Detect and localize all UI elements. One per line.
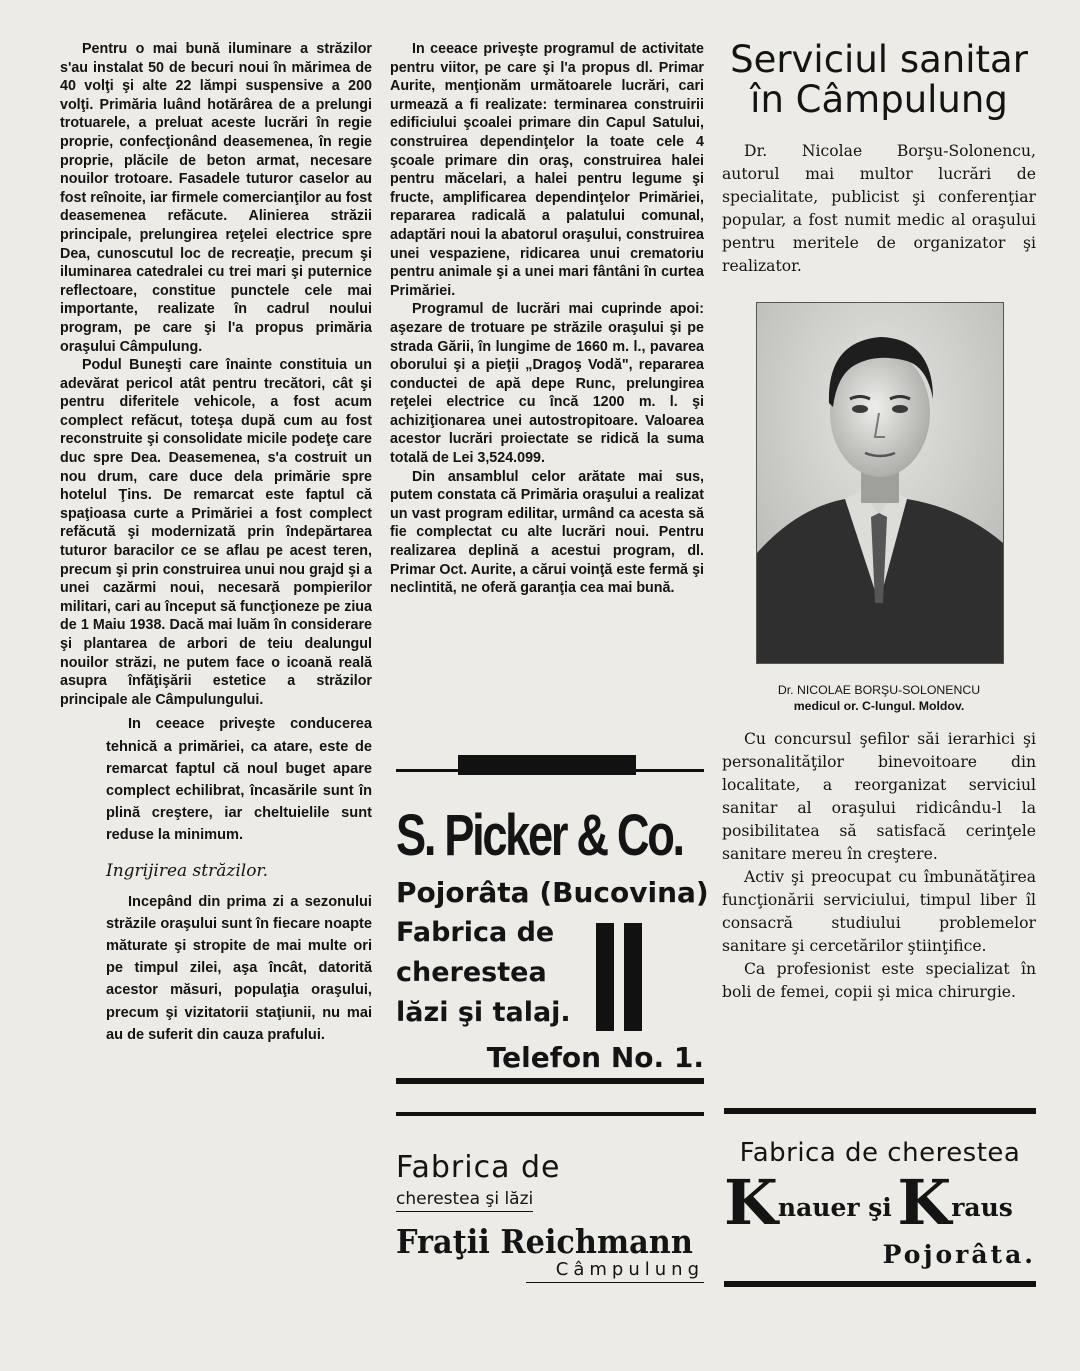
paragraph-specialization: Ca profesionist este specializat în boli de femei, copii şi mica chirurgie. (722, 960, 1036, 1001)
ad-ornament-rule (396, 755, 704, 779)
paragraph-doctor-intro: Dr. Nicolae Borşu-Solonencu, autorul mai multor lucrări de specialitate, publicist şi conferenţiar popular, a fost numit medic al oraşului pentru meritele de organizator şi realizator. (722, 142, 1036, 275)
portrait-illustration (757, 303, 1003, 663)
ad-company-name: Fraţii Reichmann (396, 1222, 693, 1261)
caption-name: Dr. NICOLAE BORŞU-SOLONENCU (777, 683, 981, 697)
advertisement-reichmann (396, 1112, 704, 1283)
title-line-2: în Câmpulung (750, 78, 1008, 121)
ad-title: Fabrica de (396, 1150, 561, 1185)
ad-company-name: S. Picker & Co. (396, 803, 683, 868)
paragraph-bridge: Podul Buneşti care înainte constituia un adevărat pericol atât pentru trecători, cât şi pentru diferitele vehicole, a fost acum complect refăcut, toteşa după cum au fost reconstruite şi consolidate micile podeţe care duc spre Dea. Deasemenea, s'a costruit un nou drum, care duce dela primărie spre hotelul Ţins. De remarcat este faptul că spaţioasa curte a Primăriei a fost complect refăcută şi modernizată prin îndepărtarea tuturor baracilor ce se aflau pe acest teren, precum şi prin construirea unui nou grajd şi a unei cazărmi noui, necesară pompierilor militari, cari au început să funcţioneze pe ziua de 1 Maiu 1938. Dacă mai luăm în considerare şi plantarea de arbori de teiu dealungul nouilor străzi, ne putem face o icoană reală asupra înfăţişării estetice a străzilor principale ale Câmpulungului. (60, 357, 372, 708)
ad-bottom-rule (396, 1078, 704, 1084)
paragraph-technical-management: In ceeace priveşte conducerea tehnică a primăriei, ca atare, este de remarcat faptul că noul buget apare complect echilibrat, încasările sunt în plină creştere, iar cheltuielile sunt reduse la minimum. (106, 716, 372, 844)
photo-caption (722, 682, 1036, 714)
ad-city: Pojorâta. (882, 1240, 1036, 1269)
ad-company-name (724, 1166, 1036, 1239)
advertisement-knauer-kraus (724, 1108, 1036, 1287)
ad-name-part-1: nauer şi (777, 1193, 892, 1222)
paragraph-conclusion: Din ansamblul celor arătate mai sus, putem constata că Primăria oraşului a realizat un vast program edilitar, urmând ca acesta să fie complectat cu alte lucrări noui. Pentru realizarea deplină a acestui program, dl. Primar Oct. Aurite, a cărui voinţă este fermă şi neclintită, ne oferă garanţia cea mai bună. (390, 468, 704, 597)
ad-product-line-3: lăzi şi talaj. (396, 997, 571, 1028)
advertisement-picker (396, 755, 709, 1084)
title-line-1: Serviciul sanitar (730, 38, 1028, 81)
ad-top-rule (396, 1112, 704, 1116)
article-column-middle (390, 40, 704, 598)
article-column-left (60, 40, 372, 1046)
ad-title: Fabrica de cherestea (739, 1138, 1021, 1168)
ad-company-location: Pojorâta (Bucovina) (396, 876, 709, 909)
paragraph-street-lighting: Pentru o mai bună iluminare a străzilor s'au instalat 50 de becuri noui în mărimea de 40 volţi şi alte 22 lămpi suspensive a 200 volţi. Primăria luând hotărârea de a prelungi trotuarele, a preluat aceste lucrări în regie proprie, confecţionând deasemenea, în regie proprie, plăcile de beton armat, necesare nouilor trotoare. Fasadele tuturor caselor au fost reînoite, iar firmele comercianţilor au fost deasemenea refăcute. Alinierea străzii principale, prelungirea reţelei electrice spre Dea, cunoscutul loc de recreaţie, precum şi iluminarea catedralei cu trei mari şi puternice reflectoare, constitue punctele cele mai importante, realizate în cadrul noului program, pe care şi l'a propus primăria oraşului Câmpulung. (60, 41, 372, 355)
ad-product-line-1: Fabrica de (396, 917, 555, 948)
article-column-right (722, 40, 1036, 1004)
article-title (722, 40, 1036, 120)
paragraph-street-cleaning: Incepând din prima zi a sezonului străzile oraşului sunt în fiecare noapte măturate şi stropite de mai multe ori pe timpul zilei, aşa încât, datorită acestor măsuri, populaţia oraşului, precum şi vizitatorii staţiunii, nu mai au de suferit din cauza prafului. (106, 893, 373, 1043)
ad-top-rule (724, 1108, 1036, 1114)
paragraph-activity: Activ şi preocupat cu îmbunătăţirea funcţionării serviciului, timpul liber îl consacră studiului problemelor sanitare şi cercetărilor ştiinţifice. (722, 868, 1036, 955)
ad-phone: Telefon No. 1. (486, 1041, 704, 1074)
ad-initial-k2: K (897, 1166, 952, 1239)
ad-city: Câmpulung (526, 1259, 704, 1283)
ad-initial-k1: K (724, 1166, 778, 1239)
ad-name-part-2: raus (951, 1193, 1013, 1222)
ad-subtitle: cherestea şi lăzi (396, 1189, 533, 1212)
paragraph-future-program: In ceeace priveşte programul de activitate pentru viitor, pe care şi l'a propus dl. Primar Aurite, menţionăm următoarele lucrări, cari urmează a fi realizate: terminarea construirii edificiului şcoalei primare din Capul Satului, construirea dependinţelor la toate cele 4 şcoale primare din oraş, construirea halei pentru măcelari, a halei pentru legume şi fructe, amplificarea dependinţelor Primăriei, repararea radicală a palatului comunal, adaptări noui la abatorul oraşului, construirea unei vespaziene, ridicarea unui crematoriu pentru animale şi a unei mari fântâni în curtea Primăriei. (390, 41, 704, 299)
paragraph-reorganization: Cu concursul şefilor săi ierarhici şi personalităţilor binevoitoare din localitate, a reorganizat serviciul sanitar al oraşului ridicându-l la posibilitatea să satisfacă cerinţele sanitare mereu în creştere. (722, 730, 1036, 863)
portrait-photo (756, 302, 1004, 664)
ad-bottom-rule (724, 1281, 1036, 1287)
ad-product-line-2: cherestea (396, 957, 547, 988)
paragraph-works-program: Programul de lucrări mai cuprinde apoi: aşezare de trotuare pe străzile oraşului şi pe strada Gării, în lungime de 1660 m. l., pavarea oborului şi a pieţii „Dragoş Vodă", repararea conductei de apă depe Runc, prelungirea reţelei electrice cu încă 1200 m. l. şi achiziţionarea unei autostropitoare. Valoarea acestor lucrări proiectate se ridică la suma totală de Lei 3,524.099. (390, 301, 704, 467)
caption-subtitle: medicul or. C-lungul. Moldov. (793, 699, 965, 713)
subheading-street-care: Ingrijirea străzilor. (106, 860, 269, 881)
